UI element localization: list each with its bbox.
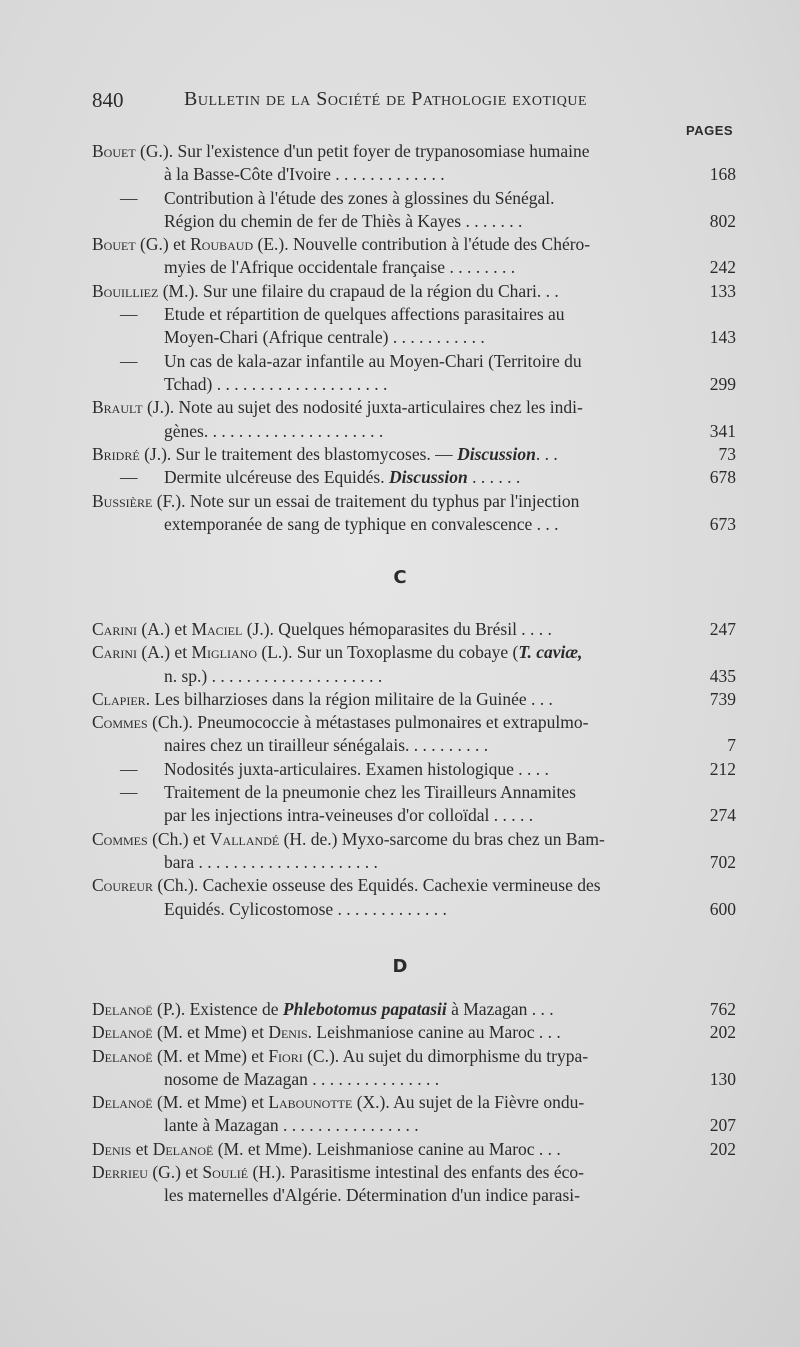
entry-line: lante à Mazagan . . . . . . . . . . . . . . . . 207 bbox=[92, 1114, 736, 1137]
entry-line: Derrieu (G.) et Soulié (H.). Parasitisme intestinal des enfants des éco- bbox=[92, 1162, 584, 1183]
index-entry bbox=[92, 828, 736, 875]
entry-line: Bouet (G.) et Roubaud (E.). Nouvelle contribution à l'étude des Chéro- bbox=[92, 234, 591, 255]
author-name: Derrieu bbox=[92, 1162, 148, 1183]
entry-line: Delanoë (M. et Mme) et Labounotte (X.). Au sujet de la Fièvre ondu- bbox=[92, 1092, 585, 1113]
author-name: Delanoë bbox=[92, 1022, 153, 1043]
italic-text: T. caviæ, bbox=[518, 642, 583, 663]
page-reference: 168 bbox=[709, 164, 736, 185]
ditto-dash: — bbox=[120, 304, 138, 325]
entry-line: naires chez un tirailleur sénégalais. . . . . . . . . . 7 bbox=[92, 734, 736, 757]
author-name: Clapier bbox=[92, 688, 146, 709]
italic-text: Discussion bbox=[457, 443, 536, 464]
page-reference: 130 bbox=[709, 1068, 736, 1089]
index-entry bbox=[92, 641, 736, 688]
page-reference: 299 bbox=[709, 373, 736, 394]
entry-line: à la Basse-Côte d'Ivoire . . . . . . . . . . . . . 168 bbox=[92, 163, 736, 186]
pages-column-label: PAGES bbox=[686, 123, 734, 138]
ditto-dash: — bbox=[120, 467, 138, 488]
entry-text: Un cas de kala-azar infantile au Moyen-Chari (Territoire du bbox=[164, 350, 582, 371]
entry-text: Nodosités juxta-articulaires. Examen histologique . . . . bbox=[164, 758, 549, 779]
author-name: Maciel bbox=[191, 619, 243, 639]
page-reference: 702 bbox=[709, 851, 736, 872]
author-name: Bouet bbox=[92, 141, 136, 161]
entry-line: Delanoë (P.). Existence de Phlebotomus papatasii à Mazagan . . . 762 bbox=[92, 998, 736, 1021]
index-entry bbox=[92, 1091, 736, 1138]
entry-line bbox=[92, 466, 736, 489]
entry-line: myies de l'Afrique occidentale française . . . . . . . . 242 bbox=[92, 256, 736, 279]
ditto-dash: — bbox=[120, 350, 138, 371]
entry-line: Carini (A.) et Migliano (L.). Sur un Toxoplasme du cobaye (T. caviæ, bbox=[92, 642, 583, 663]
entry-line bbox=[92, 781, 736, 804]
author-name: Denis bbox=[92, 1138, 132, 1159]
entry-line: Clapier. Les bilharzioses dans la région militaire de la Guinée . . . 739 bbox=[92, 688, 736, 711]
author-name: Delanoë bbox=[152, 1138, 214, 1159]
author-name: Roubaud bbox=[190, 234, 254, 255]
page-reference: 143 bbox=[709, 327, 736, 348]
page-number: 840 bbox=[92, 88, 124, 112]
index-entry bbox=[92, 490, 736, 537]
index-entry bbox=[92, 140, 736, 233]
entry-text: Traitement de la pneumonie chez les Tirailleurs Annamites bbox=[164, 782, 576, 803]
index-entry bbox=[92, 688, 736, 711]
index-entry bbox=[92, 998, 736, 1021]
index-entry bbox=[92, 711, 736, 827]
index-entry bbox=[92, 1161, 736, 1208]
entry-text: Contribution à l'étude des zones à glossines du Sénégal. bbox=[164, 187, 555, 208]
ditto-dash: — bbox=[120, 187, 138, 208]
author-name: Bussière bbox=[92, 490, 153, 511]
page-reference: 435 bbox=[709, 665, 736, 686]
page-reference: 212 bbox=[709, 758, 736, 779]
entry-line bbox=[92, 187, 736, 210]
ditto-dash: — bbox=[120, 782, 138, 803]
page-reference: 73 bbox=[718, 443, 736, 464]
index-entry bbox=[92, 280, 736, 396]
page-reference: 202 bbox=[709, 1138, 736, 1159]
author-name: Carini bbox=[92, 619, 138, 639]
entry-line: Tchad) . . . . . . . . . . . . . . . . . . . . 299 bbox=[92, 373, 736, 396]
running-header bbox=[92, 88, 752, 116]
entry-line: Equidés. Cylicostomose . . . . . . . . . . . . . 600 bbox=[92, 898, 736, 921]
entry-line: Bouilliez (M.). Sur une filaire du crapaud de la région du Chari. . . 133 bbox=[92, 280, 736, 303]
page-reference: 274 bbox=[709, 805, 736, 826]
author-name: Migliano bbox=[191, 642, 257, 663]
page-reference: 678 bbox=[709, 467, 736, 488]
author-name: Carini bbox=[92, 642, 138, 663]
author-name: Delanoë bbox=[92, 999, 153, 1019]
index-entry bbox=[92, 396, 736, 443]
page-reference: 247 bbox=[709, 619, 736, 639]
running-title: Bulletin de la Société de Pathologie exotique bbox=[184, 88, 588, 110]
page-reference: 673 bbox=[709, 513, 736, 534]
author-name: Vallandé bbox=[209, 828, 280, 849]
entry-line: Bussière (F.). Note sur un essai de traitement du typhus par l'injection bbox=[92, 490, 580, 511]
index-entry bbox=[92, 618, 736, 641]
page-reference: 739 bbox=[709, 688, 736, 709]
entry-line bbox=[92, 758, 736, 781]
page-reference: 207 bbox=[709, 1115, 736, 1136]
author-name: Delanoë bbox=[92, 1045, 153, 1066]
page-reference: 242 bbox=[709, 257, 736, 278]
section-letter-heading: C bbox=[393, 567, 407, 588]
page-reference: 802 bbox=[709, 210, 736, 231]
entry-line: extemporanée de sang de typhique en convalescence . . . 673 bbox=[92, 513, 736, 536]
index-entry bbox=[92, 1045, 736, 1092]
author-name: Commes bbox=[92, 712, 148, 733]
page-reference: 341 bbox=[709, 420, 736, 441]
entry-line: Coureur (Ch.). Cachexie osseuse des Equidés. Cachexie vermineuse des bbox=[92, 875, 601, 896]
index-entry bbox=[92, 1021, 736, 1044]
entry-line: les maternelles d'Algérie. Détermination d'un indice parasi- bbox=[164, 1185, 580, 1206]
entry-line: n. sp.) . . . . . . . . . . . . . . . . . . . . 435 bbox=[92, 665, 736, 688]
entry-line: Bouet (G.). Sur l'existence d'un petit foyer de trypanosomiase humaine bbox=[92, 141, 590, 161]
entry-text: Dermite ulcéreuse des Equidés. Discussion . . . . . . bbox=[164, 467, 521, 488]
entry-line: par les injections intra-veineuses d'or colloïdal . . . . . 274 bbox=[92, 804, 736, 827]
author-name: Bridré bbox=[92, 443, 140, 464]
section-letter-heading: D bbox=[392, 956, 408, 977]
entry-line: Moyen-Chari (Afrique centrale) . . . . . . . . . . . 143 bbox=[92, 326, 736, 349]
entry-line: Commes (Ch.) et Vallandé (H. de.) Myxo-sarcome du bras chez un Bam- bbox=[92, 828, 605, 849]
page-reference: 7 bbox=[727, 735, 736, 756]
index-entry bbox=[92, 443, 736, 490]
author-name: Delanoë bbox=[92, 1092, 153, 1113]
author-name: Bouet bbox=[92, 234, 136, 255]
entry-line: nosome de Mazagan . . . . . . . . . . . . . . . 130 bbox=[92, 1068, 736, 1091]
entry-text: Etude et répartition de quelques affections parasitaires au bbox=[164, 304, 565, 325]
page-reference: 600 bbox=[709, 898, 736, 919]
index-entry bbox=[92, 874, 736, 921]
author-name: Denis bbox=[268, 1022, 308, 1043]
author-name: Brault bbox=[92, 397, 143, 418]
author-name: Bouilliez bbox=[92, 280, 159, 301]
entry-line: gènes. . . . . . . . . . . . . . . . . . . . . 341 bbox=[92, 420, 736, 443]
index-entry bbox=[92, 233, 736, 280]
entry-line: Denis et Delanoë (M. et Mme). Leishmaniose canine au Maroc . . . 202 bbox=[92, 1138, 736, 1161]
entry-line: Commes (Ch.). Pneumococcie à métastases pulmonaires et extrapulmo- bbox=[92, 712, 589, 733]
author-name: Soulié bbox=[202, 1162, 249, 1183]
page-reference: 762 bbox=[709, 999, 736, 1019]
entry-line: Région du chemin de fer de Thiès à Kayes . . . . . . . 802 bbox=[92, 210, 736, 233]
entry-line: Brault (J.). Note au sujet des nodosité juxta-articulaires chez les indi- bbox=[92, 397, 583, 418]
entry-line: Carini (A.) et Maciel (J.). Quelques hémoparasites du Brésil . . . . 247 bbox=[92, 618, 736, 641]
ditto-dash: — bbox=[120, 758, 138, 779]
italic-text: Discussion bbox=[389, 467, 468, 488]
index-entry bbox=[92, 1138, 736, 1161]
entry-line: Delanoë (M. et Mme) et Denis. Leishmaniose canine au Maroc . . . 202 bbox=[92, 1021, 736, 1044]
author-name: Coureur bbox=[92, 875, 154, 896]
italic-text: Phlebotomus papatasii bbox=[282, 999, 447, 1019]
page-reference: 202 bbox=[709, 1022, 736, 1043]
entry-line: bara . . . . . . . . . . . . . . . . . . . . . 702 bbox=[92, 851, 736, 874]
page-reference: 133 bbox=[709, 280, 736, 301]
entry-line bbox=[92, 303, 736, 326]
author-name: Fiori bbox=[268, 1045, 303, 1066]
author-name: Labounotte bbox=[268, 1092, 353, 1113]
entry-line: Delanoë (M. et Mme) et Fiori (C.). Au sujet du dimorphisme du trypa- bbox=[92, 1045, 589, 1066]
entry-line bbox=[92, 350, 736, 373]
entry-line: Bridré (J.). Sur le traitement des blastomycoses. — Discussion. . . 73 bbox=[92, 443, 736, 466]
author-name: Commes bbox=[92, 828, 148, 849]
